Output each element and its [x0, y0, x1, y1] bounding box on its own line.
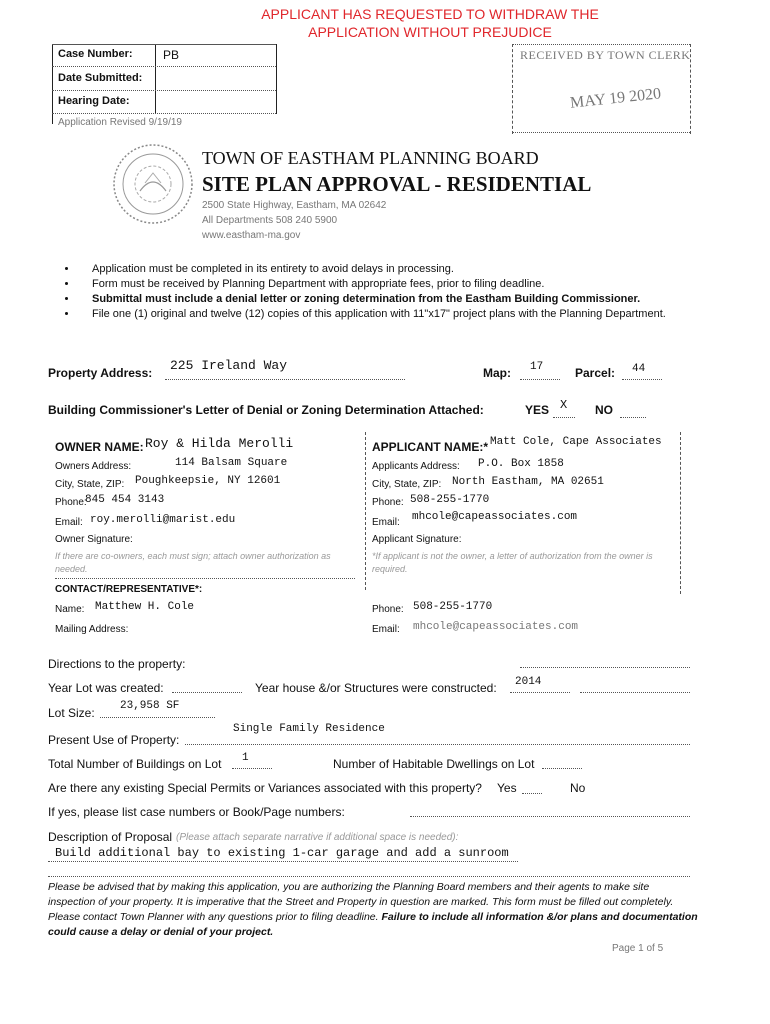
mailing-address-label: Mailing Address:	[55, 624, 129, 635]
denial-letter-label: Building Commissioner's Letter of Denial or Zoning Determination Attached:	[48, 403, 484, 417]
year-house-value[interactable]: 2014	[515, 676, 542, 688]
owner-city-value[interactable]: Poughkeepsie, NY 12601	[135, 475, 281, 487]
advisory-warning: Failure to include all information &/or plans and documentation could cause a delay or denial of your project.	[48, 911, 698, 938]
instruction-item: • Application must be completed in its entirety to avoid delays in processing.	[78, 262, 698, 277]
received-by-town-clerk: RECEIVED BY TOWN CLERK	[520, 48, 691, 62]
applicant-city-value[interactable]: North Eastham, MA 02651	[452, 476, 604, 488]
contact-phone-value[interactable]: 508-255-1770	[413, 601, 493, 613]
total-buildings-value[interactable]: 1	[242, 752, 249, 764]
date-submitted-label: Date Submitted:	[58, 72, 143, 84]
instruction-item: • File one (1) original and twelve (12) copies of this application with 11"x17" project plans with the Planning Department.	[78, 307, 698, 322]
denial-no-label: NO	[595, 403, 613, 417]
instructions-list	[66, 262, 698, 322]
directions-label: Directions to the property:	[48, 657, 186, 671]
instruction-item: • Form must be received by Planning Department with appropriate fees, prior to filing deadline.	[78, 277, 698, 292]
applicant-address-label: Applicants Address:	[372, 461, 460, 472]
case-number-value: PB	[163, 48, 180, 62]
applicant-phone-label: Phone:	[372, 497, 404, 508]
town-seal	[112, 143, 194, 225]
advisory-text: Please be advised that by making this application, you are authorizing the Planning Board members and their agents to make site inspection of your property. It is imperative that the Street and Property in question are marked. This form must be filled out completely. Please contact Town Planner with any questions prior to filing deadline.	[48, 881, 674, 923]
owner-address-value[interactable]: 114 Balsam Square	[175, 457, 288, 469]
case-number-label: Case Number:	[58, 48, 133, 60]
lot-size-label: Lot Size:	[48, 706, 95, 720]
owner-phone-label: Phone:	[55, 497, 87, 508]
application-revised: Application Revised 9/19/19	[58, 117, 182, 128]
applicant-city-label: City, State, ZIP:	[372, 479, 442, 490]
applicant-signature-note: *If applicant is not the owner, a letter of authorization from the owner is required.	[372, 551, 653, 574]
form-title: SITE PLAN APPROVAL - RESIDENTIAL	[202, 172, 592, 196]
contact-heading: CONTACT/REPRESENTATIVE*:	[55, 584, 203, 595]
present-use-label: Present Use of Property:	[48, 733, 180, 747]
owner-signature-note: If there are co-owners, each must sign; attach owner authorization as needed.	[55, 551, 331, 574]
received-date: MAY 19 2020	[569, 85, 662, 112]
instruction-item: • Submittal must include a denial letter or zoning determination from the Eastham Building Commissioner.	[78, 292, 698, 307]
town-phone: All Departments 508 240 5900	[202, 215, 338, 226]
contact-email-value[interactable]: mhcole@capeassociates.com	[413, 621, 579, 633]
page-number: Page 1 of 5	[612, 943, 664, 954]
applicant-name-value[interactable]: Matt Cole, Cape Associates	[490, 436, 662, 448]
town-website: www.eastham-ma.gov	[202, 230, 301, 241]
proposal-label: Description of Proposal	[48, 830, 173, 844]
owner-city-label: City, State, ZIP:	[55, 479, 125, 490]
parcel-value[interactable]: 44	[632, 363, 646, 375]
advisory-paragraph	[48, 880, 698, 940]
year-lot-label: Year Lot was created:	[48, 681, 164, 695]
owner-signature-label: Owner Signature:	[55, 534, 133, 545]
case-numbers-label: If yes, please list case numbers or Book/Page numbers:	[48, 805, 345, 819]
habitable-dwellings-label: Number of Habitable Dwellings on Lot	[333, 757, 535, 771]
proposal-value[interactable]: Build additional bay to existing 1-car garage and add a sunroom	[55, 846, 509, 860]
hearing-date-label: Hearing Date:	[58, 95, 130, 107]
denial-yes-label: YES	[525, 403, 550, 417]
applicant-email-value[interactable]: mhcole@capeassociates.com	[412, 511, 578, 523]
applicant-signature-label: Applicant Signature:	[372, 534, 462, 545]
lot-size-value[interactable]: 23,958 SF	[120, 700, 180, 712]
map-value[interactable]: 17	[530, 361, 544, 373]
contact-email-label: Email:	[372, 624, 400, 635]
town-address: 2500 State Highway, Eastham, MA 02642	[202, 200, 387, 211]
map-label: Map:	[483, 366, 511, 380]
owner-name-value[interactable]: Roy & Hilda Merolli	[145, 436, 294, 451]
total-buildings-label: Total Number of Buildings on Lot	[48, 757, 222, 771]
applicant-phone-value[interactable]: 508-255-1770	[410, 494, 490, 506]
applicant-address-value[interactable]: P.O. Box 1858	[478, 458, 564, 470]
owner-phone-value[interactable]: 845 454 3143	[85, 494, 165, 506]
special-permits-yes[interactable]: Yes	[497, 781, 517, 795]
property-address-label: Property Address:	[48, 366, 153, 380]
special-permits-label: Are there any existing Special Permits or Variances associated with this property?	[48, 781, 482, 795]
applicant-name-label: APPLICANT NAME:*	[372, 440, 488, 454]
contact-phone-label: Phone:	[372, 604, 404, 615]
owner-email-label: Email:	[55, 517, 83, 528]
proposal-hint: (Please attach separate narrative if additional space is needed):	[176, 832, 459, 843]
parcel-label: Parcel:	[575, 366, 616, 380]
owner-address-label: Owners Address:	[55, 461, 132, 472]
contact-name-value[interactable]: Matthew H. Cole	[95, 601, 195, 613]
withdrawal-banner-line-1: APPLICANT HAS REQUESTED TO WITHDRAW THE	[261, 6, 599, 22]
property-address-value[interactable]: 225 Ireland Way	[170, 358, 288, 373]
town-heading: TOWN OF EASTHAM PLANNING BOARD	[202, 148, 539, 168]
applicant-email-label: Email:	[372, 517, 400, 528]
year-house-label: Year house &/or Structures were constructed:	[255, 681, 497, 695]
withdrawal-banner-line-2: APPLICATION WITHOUT PREJUDICE	[308, 24, 552, 40]
owner-email-value[interactable]: roy.merolli@marist.edu	[90, 514, 236, 526]
special-permits-no[interactable]: No	[570, 781, 586, 795]
present-use-value[interactable]: Single Family Residence	[233, 723, 385, 735]
owner-name-label: OWNER NAME:	[55, 440, 144, 454]
contact-name-label: Name:	[55, 604, 85, 615]
denial-yes-mark[interactable]: X	[560, 398, 568, 412]
